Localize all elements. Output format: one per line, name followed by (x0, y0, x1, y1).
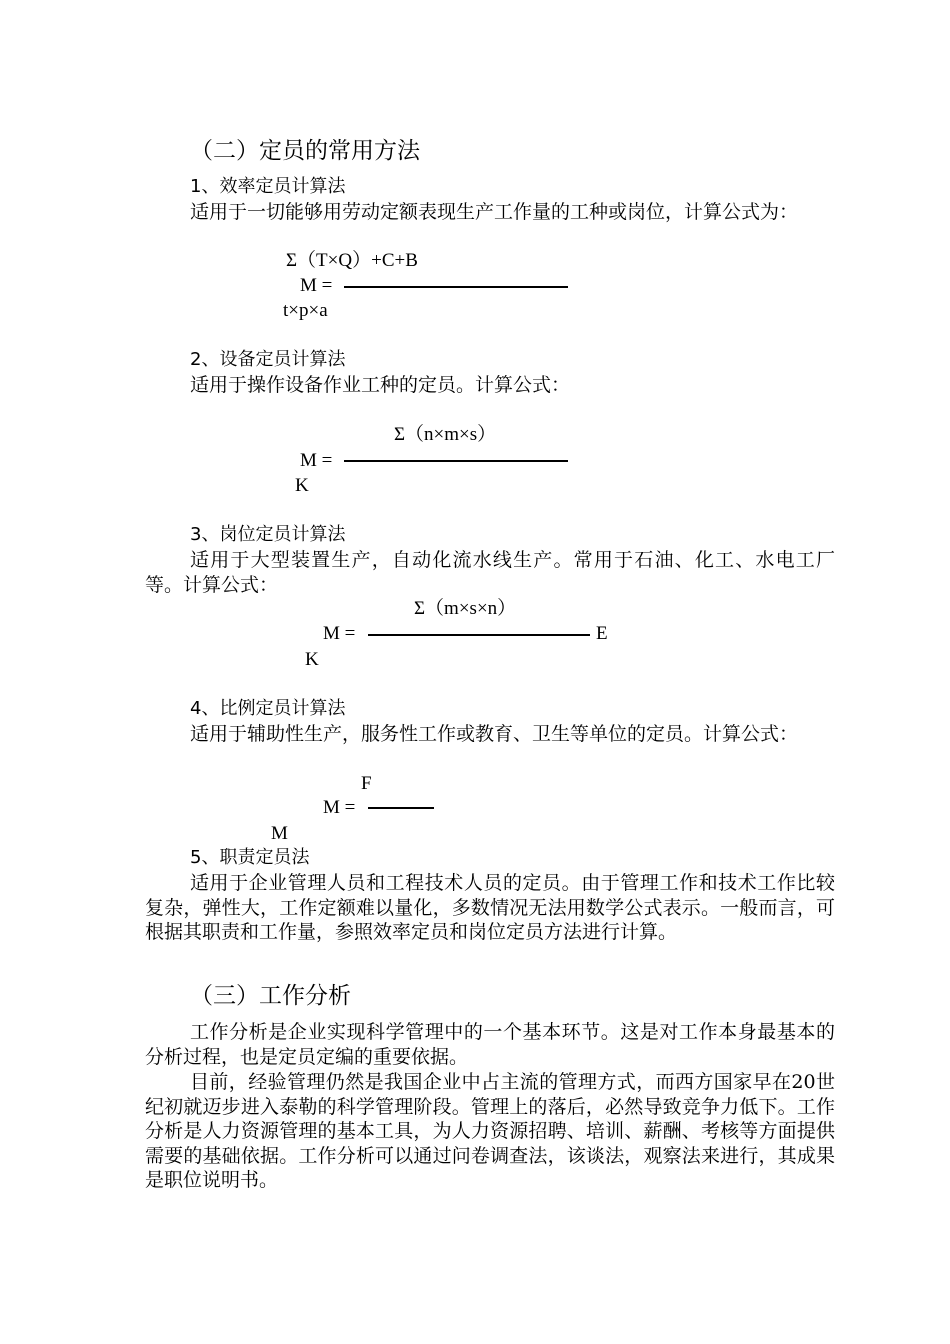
formula-3-numerator: Σ（m×s×n） (414, 598, 517, 619)
method-3-description: 适用于大型装置生产，自动化流水线生产。常用于石油、化工、水电工厂等。计算公式： (145, 549, 835, 596)
section-heading-staffing-methods: （二）定员的常用方法 (190, 138, 420, 164)
method-4-heading: 4、比例定员计算法 (190, 698, 346, 719)
section-heading-job-analysis: （三）工作分析 (190, 983, 351, 1009)
formula-4-numerator: F (361, 773, 372, 794)
formula-3-denominator: K (305, 649, 319, 670)
job-analysis-paragraph-2: 目前，经验管理仍然是我国企业中占主流的管理方式，而西方国家早在20世纪初就迈步进入泰勒的科学管理阶段。管理上的落后，必然导致竞争力低下。工作分析是人力资源管理的基本工具，为人力资源招聘、培训、薪酬、考核等方面提供需要的基础依据。工作分析可以通过问卷调查法，该谈法，观察法来进行，其成果是职位说明书。 (145, 1071, 835, 1191)
method-4-description: 适用于辅助性生产，服务性工作或教育、卫生等单位的定员。计算公式： (190, 723, 799, 745)
method-3-heading: 3、岗位定员计算法 (190, 524, 346, 545)
formula-1-lhs: M = (300, 275, 333, 296)
formula-4-fraction-bar (368, 807, 434, 809)
method-2-description: 适用于操作设备作业工种的定员。计算公式： (190, 374, 571, 396)
formula-1-numerator: Σ（T×Q）+C+B (286, 250, 418, 271)
formula-1-fraction-bar (344, 286, 568, 288)
formula-2-denominator: K (295, 475, 309, 496)
formula-1-denominator: t×p×a (283, 300, 328, 321)
formula-4-denominator: M (271, 823, 288, 844)
method-1-heading: 1、效率定员计算法 (190, 176, 346, 197)
formula-3-suffix: E (596, 623, 608, 644)
method-2-heading: 2、设备定员计算法 (190, 349, 346, 370)
method-5-description: 适用于企业管理人员和工程技术人员的定员。由于管理工作和技术工作比较复杂，弹性大，工作定额难以量化，多数情况无法用数学公式表示。一般而言，可根据其职责和工作量，参照效率定员和岗位定员方法进行计算。 (145, 872, 835, 943)
formula-2-fraction-bar (344, 460, 568, 462)
method-1-description: 适用于一切能够用劳动定额表现生产工作量的工种或岗位，计算公式为： (190, 201, 799, 223)
method-5-heading: 5、职责定员法 (190, 847, 310, 868)
job-analysis-paragraph-1: 工作分析是企业实现科学管理中的一个基本环节。这是对工作本身最基本的分析过程，也是定员定编的重要依据。 (145, 1021, 835, 1068)
formula-2-numerator: Σ（n×m×s） (394, 424, 497, 445)
formula-3-lhs: M = (323, 623, 356, 644)
formula-2-lhs: M = (300, 450, 333, 471)
formula-4-lhs: M = (323, 797, 356, 818)
formula-3-fraction-bar (368, 634, 590, 636)
